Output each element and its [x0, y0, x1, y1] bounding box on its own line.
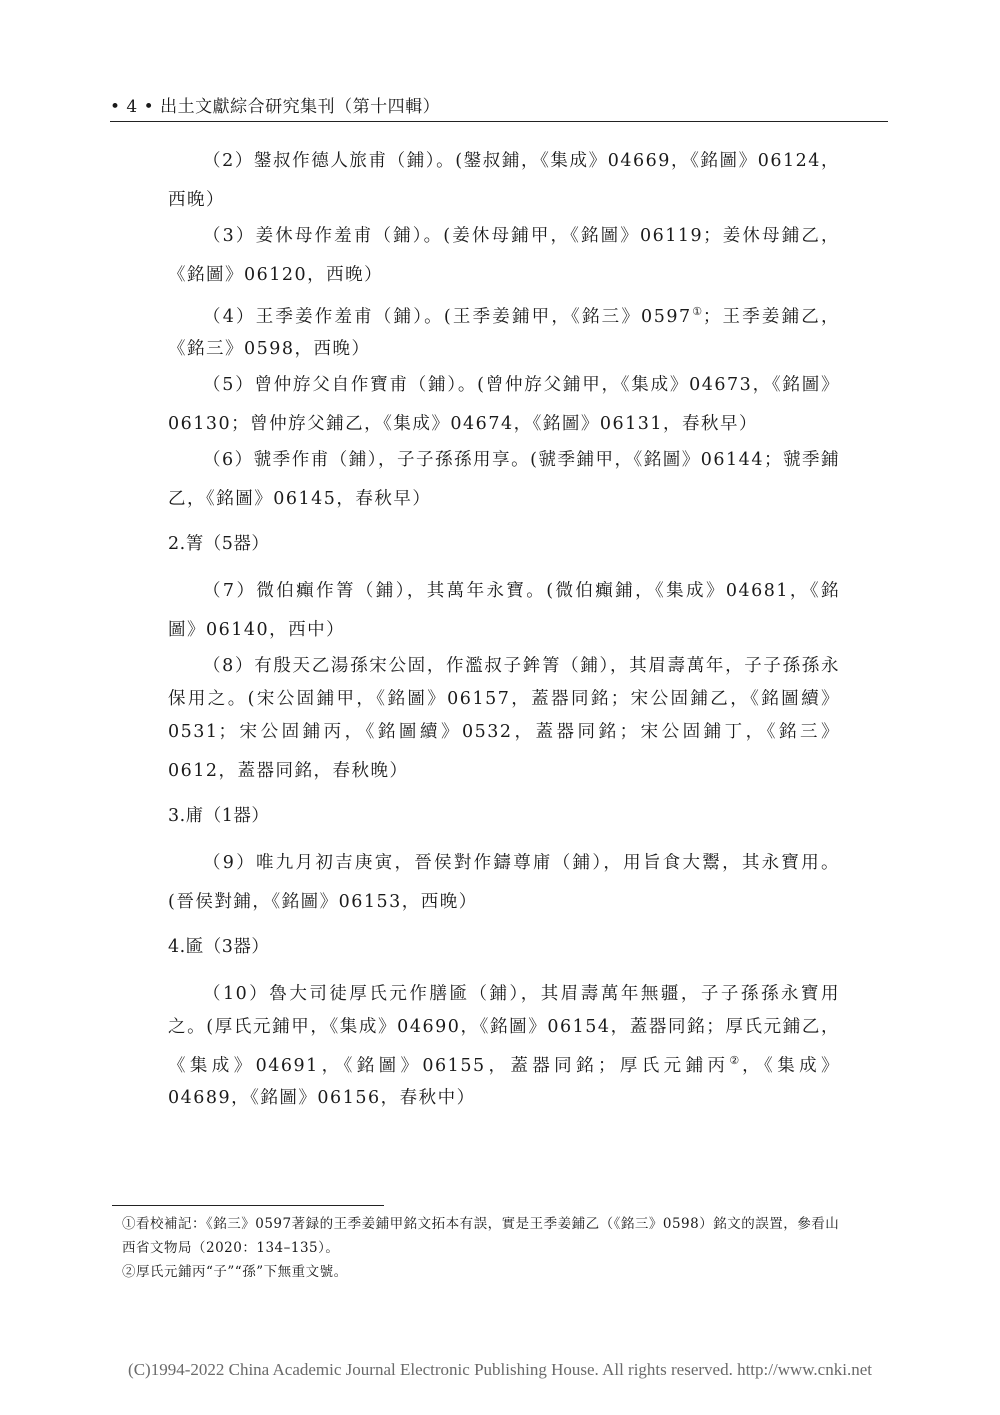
- footnote-ref-1: ①: [691, 304, 703, 318]
- entry-4: （4）王季姜作羞甫（鋪）。(王季姜鋪甲，《銘三》0597①；王季姜鋪乙，《銘三》0598，西晚）: [168, 304, 840, 360]
- entry-2: （2）鎜叔作德人旅甫（鋪）。(鎜叔鋪，《集成》04669，《銘圖》06124，西晚）: [168, 151, 840, 210]
- entry-9: （9）唯九月初吉庚寅，晉侯對作鑄尊庯（鋪），用旨食大鬻，其永寶用。(晉侯對鋪，《銘圖》06153，西晚）: [168, 852, 840, 912]
- footnote-rule: [112, 1205, 384, 1206]
- entry-3: （3）姜休母作羞甫（鋪）。(姜休母鋪甲，《銘圖》06119；姜休母鋪乙，《銘圖》06120，西晚）: [168, 225, 840, 285]
- header-rule: [110, 121, 888, 122]
- footnote-ref-2: ②: [729, 1053, 743, 1067]
- entry-7: （7）微伯癲作箐（鋪），其萬年永寶。(微伯癲鋪，《集成》04681，《銘圖》06140，西中）: [168, 581, 840, 640]
- entry-6: （6）虢季作甫（鋪），子子孫孫用享。(虢季鋪甲，《銘圖》06144；虢季鋪乙，《銘圖》06145，春秋早）: [168, 450, 840, 510]
- entry-10: （10）魯大司徒厚氏元作膳匬（鋪），其眉壽萬年無疆，子子孫孫永寶用之。(厚氏元鋪甲，《集成》04690，《銘圖》06154，蓋器同銘；厚氏元鋪乙，《集成》04691，《銘圖》06155，蓋器同銘；厚氏元鋪丙②，《集成》04689，《銘圖》06156，春秋中）: [168, 983, 840, 1109]
- section-heading-2: 2.箐（5器）: [168, 534, 270, 555]
- entry-8: （8）有殷天乙湯孫宋公固，作濫叔子鉾箐（鋪），其眉壽萬年，子子孫孫永保用之。(宋公固鋪甲，《銘圖》06157，蓋器同銘；宋公固鋪乙，《銘圖續》0531；宋公固鋪丙，《銘圖續》0532，蓋器同銘；宋公固鋪丁，《銘三》0612，蓋器同銘，春秋晚）: [168, 655, 840, 781]
- running-header: • 4 • 出土文獻綜合研究集刊（第十四輯）: [110, 97, 441, 117]
- footnote-1: ①看校補記：《銘三》0597著録的王季姜鋪甲銘文拓本有誤，實是王季姜鋪乙（《銘三》0598）銘文的誤置，參看山西省文物局（2020：134–135）。: [122, 1216, 840, 1256]
- copyright-notice: (C)1994-2022 China Academic Journal Electronic Publishing House. All rights reserved. http://www.cnki.net: [128, 1360, 872, 1379]
- entry-5: （5）曾仲斿父自作寶甫（鋪）。(曾仲斿父鋪甲，《集成》04673，《銘圖》06130；曾仲斿父鋪乙，《集成》04674，《銘圖》06131，春秋早）: [168, 375, 840, 435]
- section-heading-4: 4.匬（3器）: [168, 936, 270, 957]
- footnote-2: ②厚氏元鋪丙“子”“孫”下無重文號。: [122, 1264, 348, 1280]
- main-content: [168, 145, 840, 1118]
- footnotes: [122, 1212, 852, 1284]
- section-heading-3: 3.庯（1器）: [168, 805, 270, 826]
